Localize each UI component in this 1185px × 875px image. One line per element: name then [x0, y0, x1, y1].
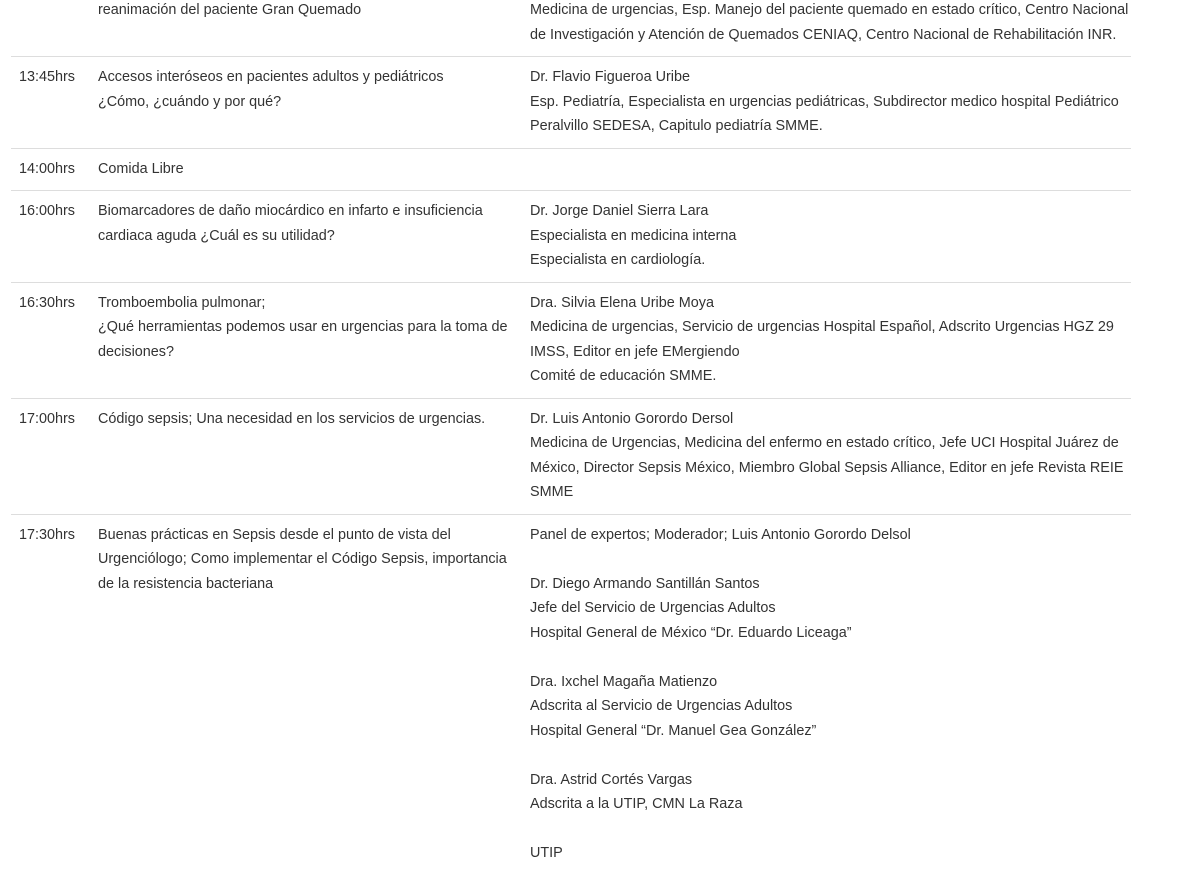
schedule-row [11, 0, 1131, 57]
topic-line: Comida Libre [98, 160, 184, 177]
speaker-line: UTIP [530, 845, 563, 861]
session-speaker [519, 291, 1131, 389]
speaker-line: Dr. Jorge Daniel Sierra Lara [530, 203, 709, 219]
session-speaker [519, 157, 1131, 182]
speaker-line: Medicina de urgencias, Servicio de urgencias Hospital Español, Adscrito Urgencias HGZ 29 IMSS, Editor en jefe EMergiendo [530, 319, 1114, 360]
speaker-line: Adscrita al Servicio de Urgencias Adultos [530, 698, 793, 714]
topic-line: Biomarcadores de daño miocárdico en infarto e insuficiencia cardiaca aguda ¿Cuál es su utilidad? [98, 203, 483, 244]
speaker-line: Dr. Flavio Figueroa Uribe [530, 69, 690, 85]
schedule-row [11, 149, 1131, 192]
session-time: 16:30hrs [19, 294, 76, 311]
session-speaker [519, 0, 1131, 47]
schedule-row [11, 399, 1131, 515]
speaker-line [530, 547, 1131, 572]
session-time: 13:45hrs [19, 69, 76, 85]
session-time [11, 0, 98, 47]
topic-line: reanimación del paciente Gran Quemado [98, 2, 362, 18]
speaker-line [530, 645, 1131, 670]
schedule-row [11, 283, 1131, 399]
speaker-line: Dra. Astrid Cortés Vargas [530, 771, 693, 788]
session-topic [98, 407, 519, 505]
speaker-line [530, 743, 1131, 768]
speaker-line: Panel de expertos; Moderador; Luis Antonio Gorordo Delsol [530, 526, 911, 543]
topic-line: Accesos interóseos en pacientes adultos y pediátricos [98, 69, 444, 85]
session-time: 14:00hrs [19, 160, 76, 177]
session-time: 16:00hrs [19, 203, 76, 219]
speaker-line: Adscrita a la UTIP, CMN La Raza [530, 796, 743, 812]
schedule-row [11, 57, 1131, 149]
session-topic [98, 523, 519, 866]
topic-line: Tromboembolia pulmonar; [98, 294, 266, 311]
speaker-line: Especialista en medicina interna [530, 227, 737, 244]
session-speaker [519, 65, 1131, 139]
speaker-line: Hospital General de México “Dr. Eduardo Liceaga” [530, 624, 852, 641]
session-speaker [519, 199, 1131, 273]
topic-line: ¿Cómo, ¿cuándo y por qué? [98, 93, 282, 110]
speaker-line: Dra. Ixchel Magaña Matienzo [530, 673, 718, 690]
session-topic [98, 199, 519, 273]
speaker-line: Dr. Luis Antonio Gorordo Dersol [530, 410, 734, 427]
session-topic [98, 65, 519, 139]
speaker-line: Dr. Diego Armando Santillán Santos [530, 575, 760, 592]
speaker-line: Medicina de urgencias, Esp. Manejo del paciente quemado en estado crítico, Centro Nacional de Investigación y Atención de Quemados CENIAQ, Centro Nacional de Rehabilitación INR. [530, 2, 1129, 43]
session-speaker [519, 407, 1131, 505]
speaker-line: Hospital General “Dr. Manuel Gea González” [530, 722, 817, 739]
session-topic [98, 291, 519, 389]
speaker-line: Especialista en cardiología. [530, 252, 706, 268]
topic-line: ¿Qué herramientas podemos usar en urgencias para la toma de decisiones? [98, 319, 508, 360]
speaker-line: Dra. Silvia Elena Uribe Moya [530, 294, 714, 311]
speaker-line: Jefe del Servicio de Urgencias Adultos [530, 600, 776, 616]
schedule-table [11, 0, 1131, 875]
session-time: 17:00hrs [19, 410, 76, 427]
topic-line: Buenas prácticas en Sepsis desde el punto de vista del Urgenciólogo; Como implementar el Código Sepsis, importancia de la resistencia bacteriana [98, 526, 507, 592]
schedule-row [11, 191, 1131, 283]
session-speaker [519, 523, 1131, 866]
topic-line: Código sepsis; Una necesidad en los servicios de urgencias. [98, 410, 486, 427]
speaker-line: Esp. Pediatría, Especialista en urgencias pediátricas, Subdirector medico hospital Pediátrico Peralvillo SEDESA, Capitulo pediatría SMME. [530, 93, 1119, 134]
speaker-line [530, 817, 1131, 842]
session-time: 17:30hrs [19, 526, 76, 543]
speaker-line: Medicina de Urgencias, Medicina del enfermo en estado crítico, Jefe UCI Hospital Juárez de México, Director Sepsis México, Miembro Global Sepsis Alliance, Editor en jefe Revista REIE SMME [530, 435, 1124, 500]
schedule-row [11, 515, 1131, 875]
session-topic [98, 0, 519, 47]
speaker-line: Comité de educación SMME. [530, 368, 717, 384]
session-topic [98, 157, 519, 182]
